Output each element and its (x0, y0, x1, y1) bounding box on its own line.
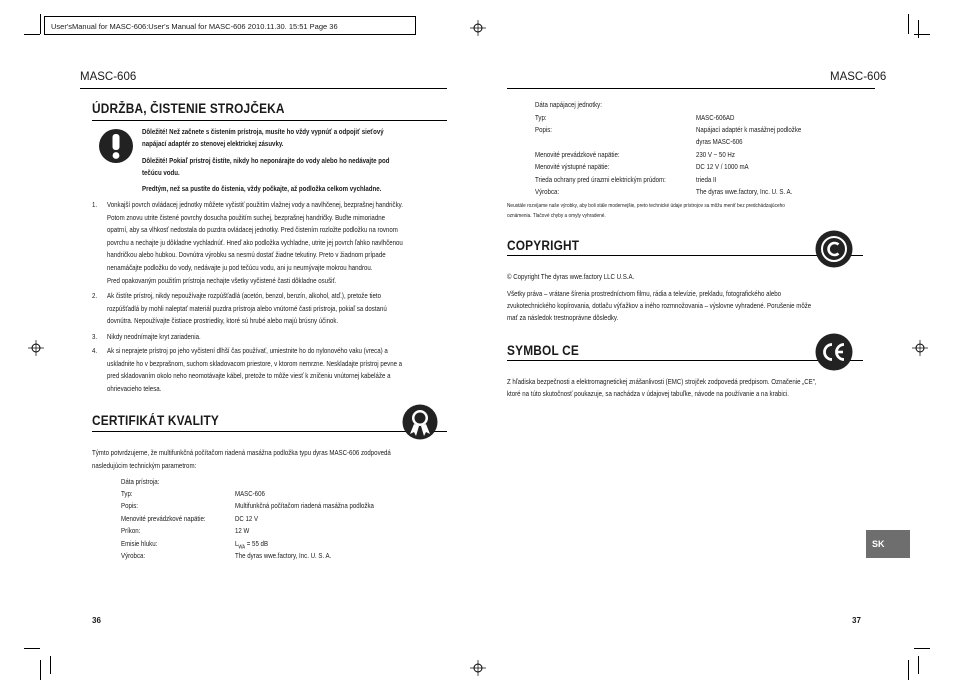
list-number: 2. (92, 291, 98, 300)
header-rule (80, 88, 447, 89)
ce-mark-icon (815, 333, 853, 371)
section-rule (92, 120, 447, 121)
rosette-ribbon-icon (402, 404, 438, 442)
warning-text: tečúcu vodu. (142, 168, 180, 177)
list-number: 4. (92, 346, 98, 355)
copyright-text: mať za následok trestnoprávne dôsledky. (507, 313, 619, 322)
warning-text: napájací adaptér zo stenovej elektrickej zásuvky. (142, 139, 284, 148)
spec-value (235, 550, 331, 562)
spec-value-text: Multifunkčná počítačom riadená masážna podložka (235, 501, 374, 511)
copyright-line: © Copyright The dyras wwe.factory LLC U.S.A. (507, 272, 635, 281)
warning-text: Predtým, než sa pustíte do čistenia, vždy počkajte, až podložka celkom vychladne. (142, 184, 382, 193)
spec-key: Popis: (121, 501, 138, 511)
warning-text: Dôležité! Pokiaľ prístroj čistíte, nikdy ho neponárajte do vody alebo ho nedávajte pod (142, 156, 390, 165)
registration-mark-icon (28, 340, 44, 356)
registration-mark-icon (912, 340, 928, 356)
list-item-text: ohrievacieho telesa. (107, 383, 162, 393)
quality-intro-text: Týmto potvrdzujeme, že multifunkčná počítačom riadená masážna podložka typu dyras MASC-606 zodpovedá (92, 448, 391, 457)
page-number: 36 (92, 616, 101, 625)
page-number: 37 (852, 616, 861, 625)
spec-key: Popis: (535, 124, 552, 134)
spec-key: Typ: (535, 112, 547, 122)
section-title-copyright: COPYRIGHT (507, 238, 580, 253)
page-header-model: MASC-606 (80, 71, 137, 83)
spec-value (235, 513, 258, 525)
spec-value-text: DC 12 V (235, 513, 259, 523)
copyright-text: Všetky práva – vrátane šírenia prostredníctvom filmu, rádia a televízie, prekladu, fotografického alebo (507, 289, 782, 298)
list-item-text: pred skladovaním okolo neho neomotávajte kábel, pretože to môže viesť k zničeniu vnútornej kabeláže a (107, 371, 391, 381)
language-tab[interactable]: SK (866, 530, 910, 558)
list-item-text: Pred opakovaným použitím prístroja nechajte všetky vyčistené časti dôkladne osušiť. (107, 275, 337, 285)
spec-value: The dyras wwe.factory, Inc. U. S. A. (696, 186, 793, 196)
power-spec-heading: Dáta napájacej jednotky: (535, 100, 602, 109)
copyright-icon (815, 230, 853, 268)
section-rule (92, 431, 447, 432)
list-number: 1. (92, 200, 98, 209)
list-item-text: Vonkajší povrch ovládacej jednotky môžete vyčistiť použitím vlažnej vody a navlhčenej, bezprašnej handričky. (107, 200, 403, 209)
spec-key: Príkon: (121, 526, 141, 536)
section-rule (507, 360, 863, 361)
spec-value-text: = 55 dB (245, 538, 269, 548)
list-item-text: opatrní, aby sa vlhkosť nedostala do puzdra ovládacej jednotky. Pred čistením rozložte podložku na rovnom (107, 225, 398, 235)
ce-text: Z hľadiska bezpečnosti a elektromagnetickej znášanlivosti (EMC) strojček zodpovedá predpisom. Označenie „CE", (507, 377, 817, 386)
spec-key: Menovité výstupné napätie: (535, 162, 610, 172)
note-text: Neustále rozvíjame naše výrobky, aby boli stále modernejšie, preto technické údaje prístrojov sa môžu meniť bez predchádzajúceho (507, 203, 785, 209)
spec-key: Trieda ochrany pred úrazmi elektrickým prúdom: (535, 174, 666, 184)
list-number: 3. (92, 332, 98, 341)
registration-mark-icon (470, 660, 486, 676)
page-header-model: MASC-606 (830, 71, 887, 83)
list-item-text: nenamáčajte podložku do vody, nedávajte ju pod tečúcu vodu, ani ju neumývajte mokrou handrou. (107, 263, 373, 272)
list-item-text: uskladnite ho v bezprašnom, suchom skladovacom priestore, v ktorom nemrzne. Neskladajte prístroj pevne a (107, 358, 403, 368)
section-title-quality: CERTIFIKÁT KVALITY (92, 413, 220, 428)
spec-key: Výrobca: (535, 186, 560, 196)
spec-value: dyras MASC-606 (696, 137, 743, 147)
spec-value-text: L (235, 538, 239, 548)
spec-value: 230 V ~ 50 Hz (696, 149, 735, 159)
spec-value: Napájací adaptér k masážnej podložke (696, 124, 802, 134)
header-rule (507, 88, 875, 89)
note-text: oznámenia. Tlačové chyby a omyly vyhradené. (507, 213, 606, 219)
quality-intro-text: nasledujúcim technickým parametrom: (92, 460, 197, 470)
list-item-text: dovnútra. Nepoužívajte čistiace prostriedky, ktoré sú hrubé alebo majú brúsny účinok. (107, 316, 339, 326)
spec-value (235, 488, 265, 500)
spec-key: Výrobca: (121, 551, 146, 560)
list-item-text: handričkou alebo hubkou. Dovnútra výrobku sa nesmú dostať žiadne tekutiny. Preto v žiadnom prípade (107, 250, 386, 260)
spec-key: Typ: (121, 489, 133, 498)
spec-value: DC 12 V / 1000 mA (696, 162, 749, 172)
section-rule (507, 255, 863, 256)
spec-key: Menovité prevádzkové napätie: (535, 149, 620, 159)
ce-text: ktoré na túto skutočnosť poukazuje, sa nachádza v údajovej tabuľke, návode na používanie a na krabici. (507, 389, 789, 398)
spec-key: Menovité prevádzkové napätie: (121, 513, 206, 523)
list-item-text: povrchu a nechajte ju dôkladne vychladnúť. Hneď ako podložka vychladne, utrite jej povrch ľahko navlhčenou (107, 237, 403, 247)
list-item-text: Ak čistíte prístroj, nikdy nepoužívajte rozpúšťadlá (acetón, benzol, benzín, alkohol, atď.), pretože tieto (107, 291, 381, 300)
list-item-text: Potom znovu utrite čistené povrchy dosucha použitím suchej, bezprašnej handričky. Buďte mimoriadne (107, 212, 386, 222)
section-title-ce: SYMBOL CE (507, 343, 579, 358)
spec-value (235, 525, 249, 537)
warning-text: Dôležité! Než začnete s čistením prístroja, musíte ho vždy vypnúť a odpojiť sieťový (142, 127, 384, 136)
spec-value: trieda II (696, 174, 717, 184)
spec-value-text: MASC-606 (235, 489, 265, 498)
spec-value-subscript: WA (238, 544, 246, 551)
spec-heading: Dáta prístroja: (121, 477, 160, 486)
spec-value (235, 500, 374, 512)
list-item-text: rozpúšťadlá by mohli naleptať materiál puzdra prístroja alebo vnútorné časti prístroja, pokiaľ sa dostanú (107, 303, 387, 313)
spec-value: MASC-606AD (696, 112, 735, 122)
spec-value-text: 12 W (235, 526, 250, 536)
list-item-text: Nikdy neodnímajte kryt zariadenia. (107, 332, 201, 341)
print-slug-line: User'sManual for MASC-606:User's Manual for MASC-606 2010.11.30. 15:51 Page 36 (44, 16, 416, 35)
section-title-maintenance: ÚDRŽBA, ČISTENIE STROJČEKA (92, 101, 285, 116)
copyright-text: zvukotechnického kopírovania, dotlaču výťažkov a iného rozmnožovania – výslovne vyhradené. Porušenie môže (507, 301, 812, 310)
spec-value-text: The dyras wwe.factory, Inc. U. S. A. (235, 551, 332, 560)
spec-key: Emisie hluku: (121, 538, 158, 548)
list-item-text: Ak si neprajete prístroj po jeho vyčistení dlhší čas používať, umiestnite ho do nylonového vaku (vreca) a (107, 346, 388, 355)
exclamation-icon (98, 128, 134, 164)
registration-mark-icon (470, 20, 486, 36)
